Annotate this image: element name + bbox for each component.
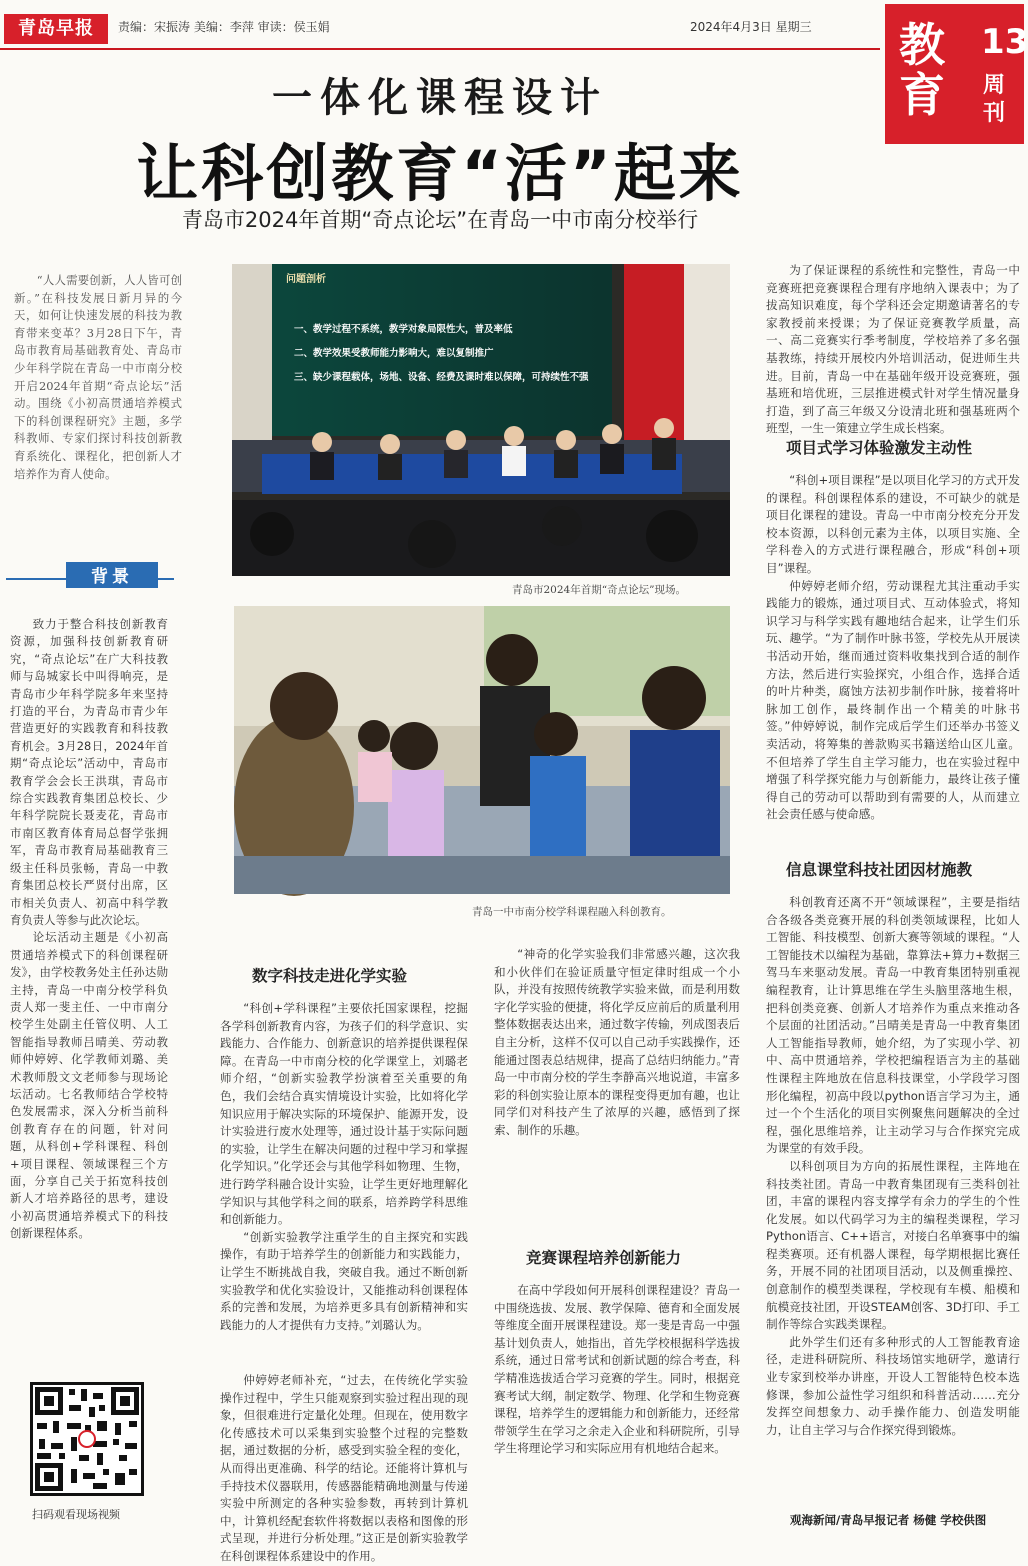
forum-photo [232,264,730,576]
it-column [766,894,1020,1506]
slide-item: 三、缺少课程载体，场地、设备、经费及课时难以保障，可持续性不强 [294,372,589,383]
section-heading-project: 项目式学习体验激发主动性 [786,439,973,457]
competition-paragraph: 在高中学段如何开展科创课程建设？青岛一中围绕选拔、发展、教学保障、德育和全面发展等维度全面开展课程建设。郑一斐是青岛一中强基计划负责人，她指出，首先学校根据科学选拔系统，通过日常考试和创新试题的综合考查，科学精准选拔适合学习竞赛的学生。同时，根据竞赛考试大纲，制定数学、物理、化学和生物竞赛课程，培养学生的逻辑能力和创新能力，还经常带领学生在学习之余走入企业和科研院所，引导学生将理论学习和实际应用有机地结合起来。 [494,1283,740,1456]
project-paragraph: “科创+项目课程”是以项目化学习的方式开发的课程。科创课程体系的建设，不可缺少的就是项目化课程的建设。青岛一中市南分校充分开发校本资源，以科创元素为主体，以项目实施、全学科卷入的方式进行课程融合，形成“科创+项目”课程。 [766,473,1020,575]
section-badge [885,4,1028,144]
headline-subtitle: 青岛市2024年首期“奇点论坛”在青岛一中市南分校举行 [181,208,699,232]
project-paragraph: 仲婷婷老师介绍，劳动课程尤其注重动手实践能力的锻炼，通过项目式、互动体验式，将知识学习与科学实践有趣地结合起来，让学生们乐玩、趣学。“为了制作叶脉书签，学校先从开展读书活动开始，继而通过资料收集找到合适的制作方法，然后进行实验探究，小组合作，选择合适的叶片种类，腐蚀方法初步制作叶脉，接着将叶脉加工创作，最终制作出一个精美的叶脉书签。”仲婷婷说，制作完成后学生们还举办书签义卖活动，将筹集的善款购买书籍送给山区儿童。不但培养了学生自主学习能力，也在实验过程中增强了科学探究能力与创新能力，最终让孩子懂得自己的劳动可以帮助到有需要的人，从而建立社会责任感与使命感。 [766,578,1020,822]
slide-item: 一、教学过程不系统，教学对象局限性大，普及率低 [294,324,513,335]
digital-column-b [220,1372,468,1566]
digital-paragraph: “科创+学科课程”主要依托国家课程，挖掘各学科创新教育内容，为孩子们的科学意识、实践能力、合作能力、创新意识的培养提供课程保障。在青岛一中市南分校的化学课堂上，刘璐老师介绍，“创新实验教学扮演着至关重要的角色，我们会结合真实情境设计实验，比如将化学知识应用于解决实际的环境保护、能源开发，设计实验进行废水处理等，通过设计基于实际问题的实验，让学生在解决问题的过程中学习和掌握化学知识。”化学还会与其他学科如物理、生物，进行跨学科融合设计实验，让学生更好地理解化学知识与其他学科之间的联系，培养跨学科思维和创新能力。 [220,1001,468,1227]
forum-photo-caption: 青岛市2024年首期“奇点论坛”现场。 [512,584,686,596]
background-paragraph: 致力于整合科技创新教育资源，加强科技创新教育研究，“奇点论坛”在广大科技教师与岛城家长中叫得响亮，是青岛市少年科学院多年来坚持打造的平台，为青岛市青少年营造更好的实践教育和科技教育机会。3月28日，2024年首期“奇点论坛”活动中，青岛市教育学会会长王洪琪，青岛市综合实践教育集团总校长、少年科学院院长聂麦花，青岛市市南区教育体育局总督学张拥军，青岛市教育局基础教育三级主任科员张畅，青岛一中教育集团总校长严贤付出席，区市相关负责人、初高中科学教育负责人等参与此次论坛。 [10,617,168,927]
it-paragraph: 以科创项目为方向的拓展性课程，主阵地在科技类社团。青岛一中教育集团现有三类科创社团，丰富的课程内容支撑学有余力的学生的个性化发展。如以代码学习为主的编程类课程，学习Python语言、C++语言，对接白名单赛事中的编程类赛项。还有机器人课程，每学期根据比赛任务，开展不同的社团项目活动，以及侧重操控、创意制作的模型类课程，学校现有车模、船模和航模竞技社团，开设STEAM创客、3D打印、手工制作等综合实践类课程。 [766,1158,1020,1332]
competition-paragraph: 为了保证课程的系统性和完整性，青岛一中竞赛班把竞赛课程合理有序地纳入课表中；为了拔高知识难度，每个学科还会定期邀请著名的专家教授前来授课；为了保证竞赛教学质量，高一、高二竞赛实行季考制度，学校培养了多名强基教练，持续开展校内外培训活动，促进师生共进。目前，青岛一中在基础年级开设竞赛班，强基班和培优班，三层推进模式针对学生情况量身打造，到了高三年级又分设清北班和强基班两个班型，一生一策建立学生成长档案。 [766,263,1020,436]
digital-column-c [494,946,740,1230]
qr-code-pattern [33,1385,141,1493]
section-title: 教育 [899,18,945,122]
digital-paragraph: “神奇的化学实验我们非常感兴趣，这次我和小伙伴们在验证质量守恒定律时组成一个小队，并没有按照传统教学实验来做，而是利用数字化学实验的便捷，将化学反应前后的质量利用整体数据表达出来，通过数字传输，列成图表后自主分析，这样不仅可以自己动手实践操作，还能通过图表总结规律，提高了总结归纳能力。”青岛一中市南分校的学生李静高兴地说道，丰富多彩的科创实验让原本的课程变得更加有趣，也让同学们对科技产生了浓厚的兴趣，感悟到了探索、制作的乐趣。 [494,947,740,1137]
it-paragraph: 科创教育还离不开“领域课程”，主要是指结合各级各类竞赛开展的科创类领域课程，比如人工智能、科技模型、创新大赛等领域的课程。“人工智能技术以编程为基础，靠算法+算力+数据三驾马车来驱动发展。青岛一中教育集团特别重视编程教育，让计算思维在学生头脑里落地生根，把科创类竞赛、创新人才培养作为重点来推动各个层面的社团活动。”吕晴美是青岛一中教育集团人工智能指导教师，她介绍，为了实现小学、初中、高中贯通培养，学校把编程语言为主的基础性课程主阵地放在信息科技课堂，小学段学习图形化编程，初高中段以python语言学习为主，通过一个个生活化的项目实例聚焦问题解决的全过程，强化思维培养，让主动学习与合作探究完成为课堂的有效手段。 [766,895,1020,1156]
background-column [10,616,168,1243]
slide-title: 问题剖析 [286,274,326,285]
digital-column-a [220,1000,468,1334]
editor-credits: 责编：宋振涛 美编：李萍 审读：侯玉娟 [118,20,330,34]
section-heading-it: 信息课堂科技社团因材施教 [786,861,973,879]
slide-item: 二、教学效果受教师能力影响大，难以复制推广 [294,348,494,359]
background-paragraph: 论坛活动主题是《小初高贯通培养模式下的科创课程研发》，由学校教务处主任孙达勋主持，青岛一中南分校学科负责人郑一斐主任、一中市南分校学生处副主任管仪明、人工智能指导教师吕晴美、劳动教师仲婷婷、化学教师刘璐、美术教师殷文文老师参与现场论坛活动。七名教师结合学校特色发展需求，深入分析当前科创教育存在的问题，针对问题，从科创+学科课程、科创+项目课程、领域课程三个方面，分享自己关于拓宽科技创新人才培养路径的思考，建设小初高贯通培养模式下的科技创新课程体系。 [10,930,168,1241]
competition-column-cont [766,262,1020,436]
section-heading-digital: 数字科技走进化学实验 [252,967,408,985]
slide-list [294,322,594,386]
photo-credit: 观海新闻/青岛早报记者 杨健 学校供图 [790,1513,987,1527]
section-heading-competition: 竞赛课程培养创新能力 [526,1249,682,1267]
it-paragraph: 此外学生们还有多种形式的人工智能教育途径，走进科研院所、科技场馆实地研学，邀请行业专家到校举办讲座，开设人工智能特色校本选修课，参加公益性学习组织和科普活动……充分发挥空间想象力、动手操作能力、创造发明能力，让自主学习与合作探究得到锻炼。 [766,1334,1020,1437]
qr-caption: 扫码观看现场视频 [32,1508,120,1521]
qr-code[interactable] [30,1382,144,1496]
competition-column [494,1282,740,1526]
forum-photo-scene [232,264,730,576]
masthead-divider [0,48,880,50]
headline-line1: 一体化课程设计 [272,74,608,121]
intro-lead: “人人需要创新，人人皆可创新。”在科技发展日新月异的今天，如何让快速发展的科技为教育带来变革？3月28日下午，青岛市教育局基础教育处、青岛市少年科学院在青岛一中市南分校开启2024年首期“奇点论坛”活动。围绕《小初高贯通培养模式下的科创课程研究》主题，多学科教师、专家们探讨科技创新教育系统化、课程化，把创新人才培养作为育人使命。 [14,273,182,481]
digital-paragraph: “创新实验教学注重学生的自主探究和实践操作，有助于培养学生的创新能力和实践能力，让学生不断挑战自我，突破自我。通过不断创新实验教学和优化实验设计，又能推动科创课程体系的完善和发展，为培养更多具有创新精神和实践能力的人才提供有力支持。”刘璐认为。 [220,1229,468,1332]
background-label: 背景 [66,562,158,588]
classroom-photo [234,606,730,894]
project-column [766,472,1020,842]
digital-paragraph: 仲婷婷老师补充，“过去，在传统化学实验操作过程中，学生只能观察到实验过程出现的现象，但很难进行定量化处理。但现在，使用数字化传感技术可以采集到实验整个过程的完整数据，通过数据的分析，感受到实验全程的变化，从而得出更准确、科学的结论。还能将计算机与手持技术仪器联用，传感器能精确地测量与传递实验中所测定的各种实验参数，再转到计算机中，计算机经配套软件将数据以表格和图像的形式呈现，并进行分析处理。”这正是创新实验教学在科创课程体系建设中的作用。 [220,1373,468,1563]
page-number: 13 [981,22,1028,62]
newspaper-logo: 青岛早报 [4,14,108,44]
issue-date: 2024年4月3日 星期三 [690,20,812,34]
classroom-photo-scene [234,606,730,894]
weekly-label: 周刊 [983,73,1006,126]
background-tab [6,562,166,588]
headline-line2: 让科创教育“活”起来 [136,137,744,210]
classroom-photo-caption: 青岛一中市南分校学科课程融入科创教育。 [472,906,672,918]
